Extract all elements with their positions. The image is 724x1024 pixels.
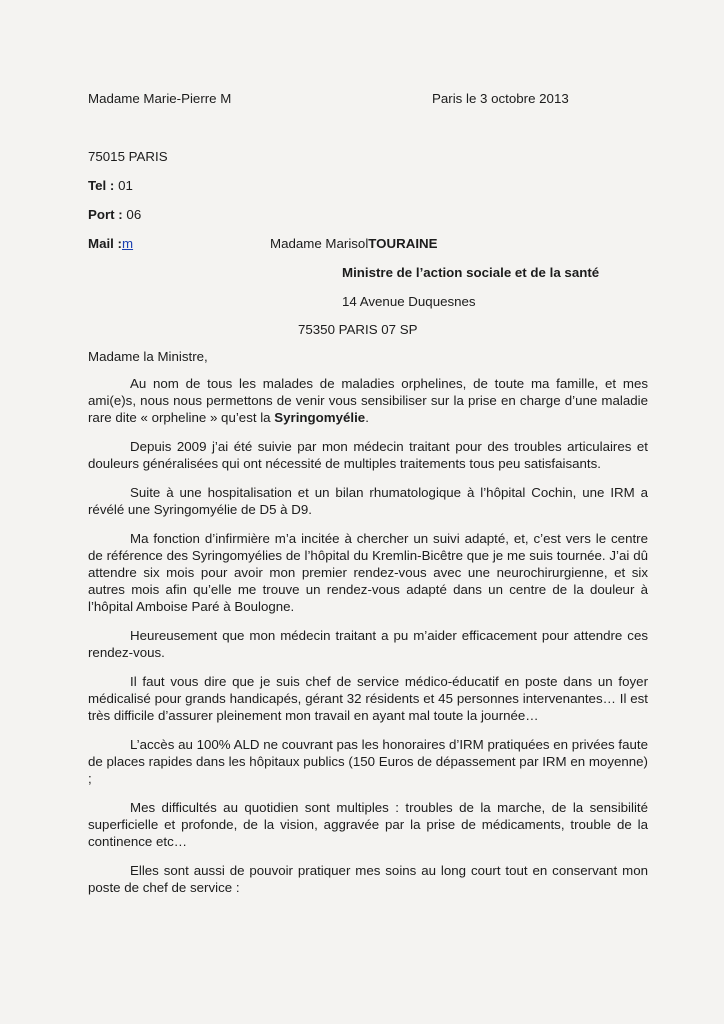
- paragraph-4: Ma fonction d’infirmière m’a incitée à chercher un suivi adapté, et, c’est vers le centre de référence des Syringomyélies de l’hôpital du Kremlin-Bicêtre que je me suis tournée. J’ai dû attendre six mois pour avoir mon premier rendez-vous avec une neurochirurgienne, et six autres mois afin qu’elle me trouve un rendez-vous adapté dans un centre de la douleur à l’hôpital Amboise Paré à Boulogne.: [88, 531, 648, 614]
- port-value: 06: [126, 207, 142, 222]
- sender-port: [88, 207, 141, 222]
- mail-link[interactable]: m: [121, 236, 134, 251]
- sender-mail: [88, 236, 133, 251]
- port-label: Port :: [88, 207, 123, 222]
- paragraph-1: [88, 375, 648, 426]
- recipient-address: 14 Avenue Duquesnes: [342, 294, 476, 309]
- recipient-name-last: TOURAINE: [368, 236, 438, 251]
- paragraph-5: Heureusement que mon médecin traitant a pu m’aider efficacement pour attendre ces rendez-vous.: [88, 628, 648, 660]
- paragraph-9: Elles sont aussi de pouvoir pratiquer mes soins au long court tout en conservant mon poste de chef de service :: [88, 863, 648, 895]
- paragraph-1-end: .: [365, 410, 369, 425]
- paragraph-1-text: Au nom de tous les malades de maladies orphelines, de toute ma famille, et mes ami(e)s, nous nous permettons de venir vous sensibiliser sur la prise en charge d’une maladie rare dite « orpheline » qu’est la: [88, 376, 648, 425]
- paragraph-7: L’accès au 100% ALD ne couvrant pas les honoraires d’IRM pratiquées en privées faute de places rapides dans les hôpitaux publics (150 Euros de dépassement par IRM en moyenne) ;: [88, 737, 648, 786]
- sender-name-text: Madame Marie-Pierre M: [88, 91, 232, 106]
- recipient-name: [270, 236, 437, 251]
- tel-label: Tel :: [88, 178, 115, 193]
- letter-date: Paris le 3 octobre 2013: [432, 91, 569, 106]
- sender-city: 75015 PARIS: [88, 149, 168, 164]
- paragraph-6: Il faut vous dire que je suis chef de service médico-éducatif en poste dans un foyer médicalisé pour grands handicapés, gérant 32 résidents et 45 personnes intervenantes… Il est très difficile d’assurer pleinement mon travail en ayant mal toute la journée…: [88, 674, 648, 723]
- letter-body: [88, 348, 648, 908]
- mail-label: Mail :: [88, 236, 122, 251]
- tel-value: 01: [118, 178, 133, 193]
- paragraph-1-bold: Syringomyélie: [274, 410, 366, 425]
- recipient-name-prefix: Madame Marisol: [270, 236, 369, 251]
- paragraph-3: Suite à une hospitalisation et un bilan rhumatologique à l’hôpital Cochin, une IRM a révélé une Syringomyélie de D5 à D9.: [88, 485, 648, 517]
- salutation: Madame la Ministre,: [88, 349, 208, 364]
- paragraph-8: Mes difficultés au quotidien sont multiples : troubles de la marche, de la sensibilité superficielle et profonde, de la vision, aggravée par la prise de médicaments, trouble de la continence etc…: [88, 800, 648, 849]
- recipient-city: 75350 PARIS 07 SP: [298, 322, 418, 337]
- redaction: [231, 92, 341, 106]
- sender-tel: [88, 178, 133, 193]
- sender-name: [88, 91, 341, 106]
- recipient-title: Ministre de l’action sociale et de la santé: [342, 265, 600, 280]
- paragraph-2: Depuis 2009 j’ai été suivie par mon médecin traitant pour des troubles articulaires et douleurs généralisées qui ont nécessité de multiples traitements tous peu satisfaisants.: [88, 439, 648, 471]
